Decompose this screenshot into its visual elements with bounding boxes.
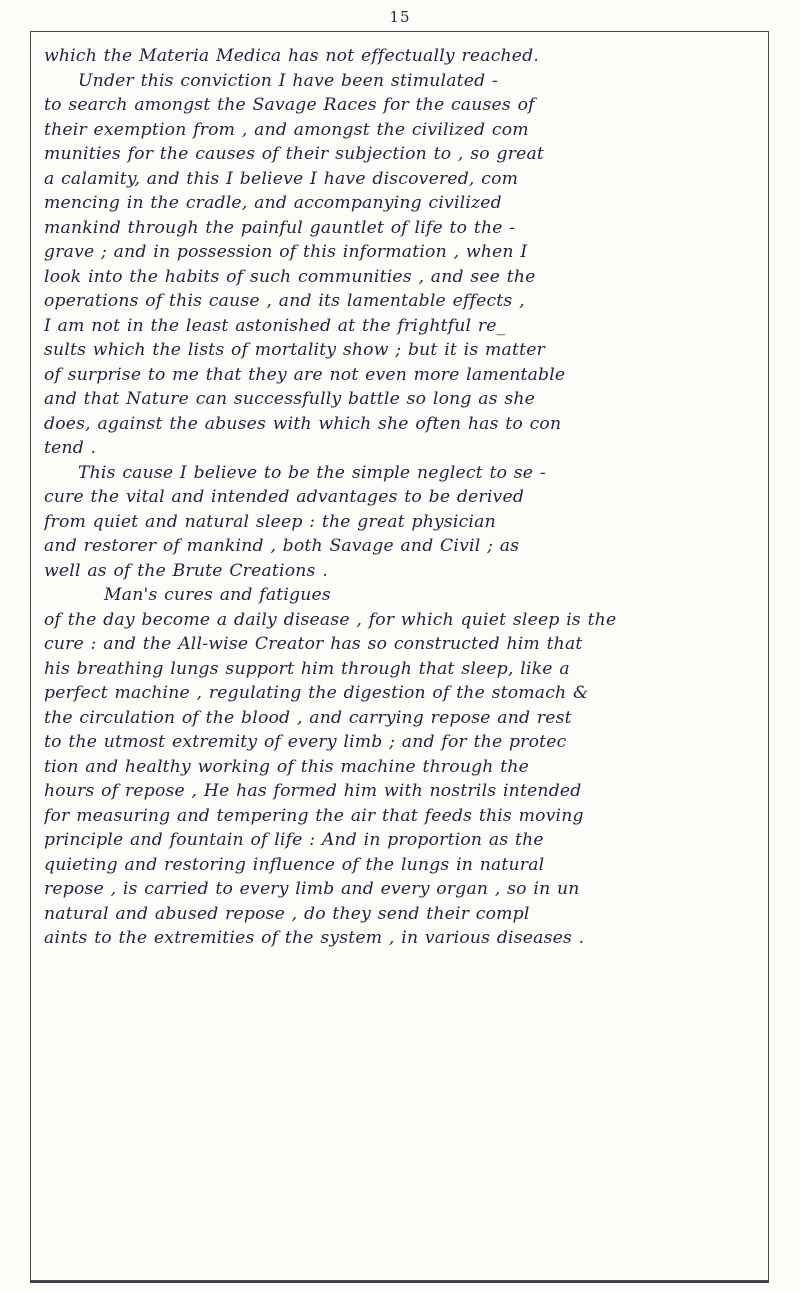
text-line: mencing in the cradle, and accompanying civilized xyxy=(44,193,502,213)
text-line: cure : and the All-wise Creator has so constructed him that xyxy=(44,634,583,654)
text-line: sults which the lists of mortality show ; but it is matter xyxy=(44,340,545,360)
text-line: from quiet and natural sleep : the great physician xyxy=(44,511,496,532)
text-line: This cause I believe to be the simple neglect to se - xyxy=(78,462,546,483)
text-line: principle and fountain of life : And in proportion as the xyxy=(44,830,544,850)
text-line: perfect machine , regulating the digestion of the stomach & xyxy=(44,683,589,703)
text-line: to search amongst the Savage Races for the causes of xyxy=(44,95,535,115)
page-border-bottom xyxy=(30,1281,769,1283)
text-line: their exemption from , and amongst the civilized com xyxy=(44,119,529,140)
text-line: aints to the extremities of the system , in various diseases . xyxy=(44,928,585,948)
text-line: for measuring and tempering the air that feeds this moving xyxy=(44,805,584,826)
page-number: 15 xyxy=(389,8,411,26)
manuscript-text xyxy=(44,44,760,951)
text-line: I am not in the least astonished at the frightful re_ xyxy=(44,315,506,336)
text-line: and restorer of mankind , both Savage and Civil ; as xyxy=(44,536,520,556)
text-line: natural and abused repose , do they send their compl xyxy=(44,903,530,924)
text-line: well as of the Brute Creations . xyxy=(44,560,328,581)
text-line: operations of this cause , and its lamentable effects , xyxy=(44,291,525,311)
text-line: hours of repose , He has formed him with nostrils intended xyxy=(44,781,582,801)
text-line: cure the vital and intended advantages to be derived xyxy=(44,487,525,507)
text-line: Man's cures and fatigues xyxy=(104,585,331,605)
text-line: does, against the abuses with which she often has to con xyxy=(44,413,562,434)
text-line: look into the habits of such communities , and see the xyxy=(44,266,536,287)
text-line: and that Nature can successfully battle so long as she xyxy=(44,389,536,409)
text-line: tion and healthy working of this machine through the xyxy=(44,756,529,777)
text-line: mankind through the painful gauntlet of life to the - xyxy=(44,217,516,238)
text-line: grave ; and in possession of this information , when I xyxy=(44,242,528,262)
text-line: of the day become a daily disease , for which quiet sleep is the xyxy=(44,609,617,630)
text-line: of surprise to me that they are not even more lamentable xyxy=(44,364,566,385)
text-line: the circulation of the blood , and carrying repose and rest xyxy=(44,707,572,728)
text-line: to the utmost extremity of every limb ; and for the protec xyxy=(44,732,567,752)
text-line: munities for the causes of their subjection to , so great xyxy=(44,144,545,164)
text-line: repose , is carried to every limb and every organ , so in un xyxy=(44,879,580,899)
text-line: which the Materia Medica has not effectually reached. xyxy=(44,46,540,66)
text-line: his breathing lungs support him through that sleep, like a xyxy=(44,658,570,679)
text-line: Under this conviction I have been stimulated - xyxy=(78,70,499,91)
text-line: quieting and restoring influence of the lungs in natural xyxy=(44,854,545,875)
text-line: tend . xyxy=(44,438,97,458)
text-line: a calamity, and this I believe I have discovered, com xyxy=(44,168,519,189)
